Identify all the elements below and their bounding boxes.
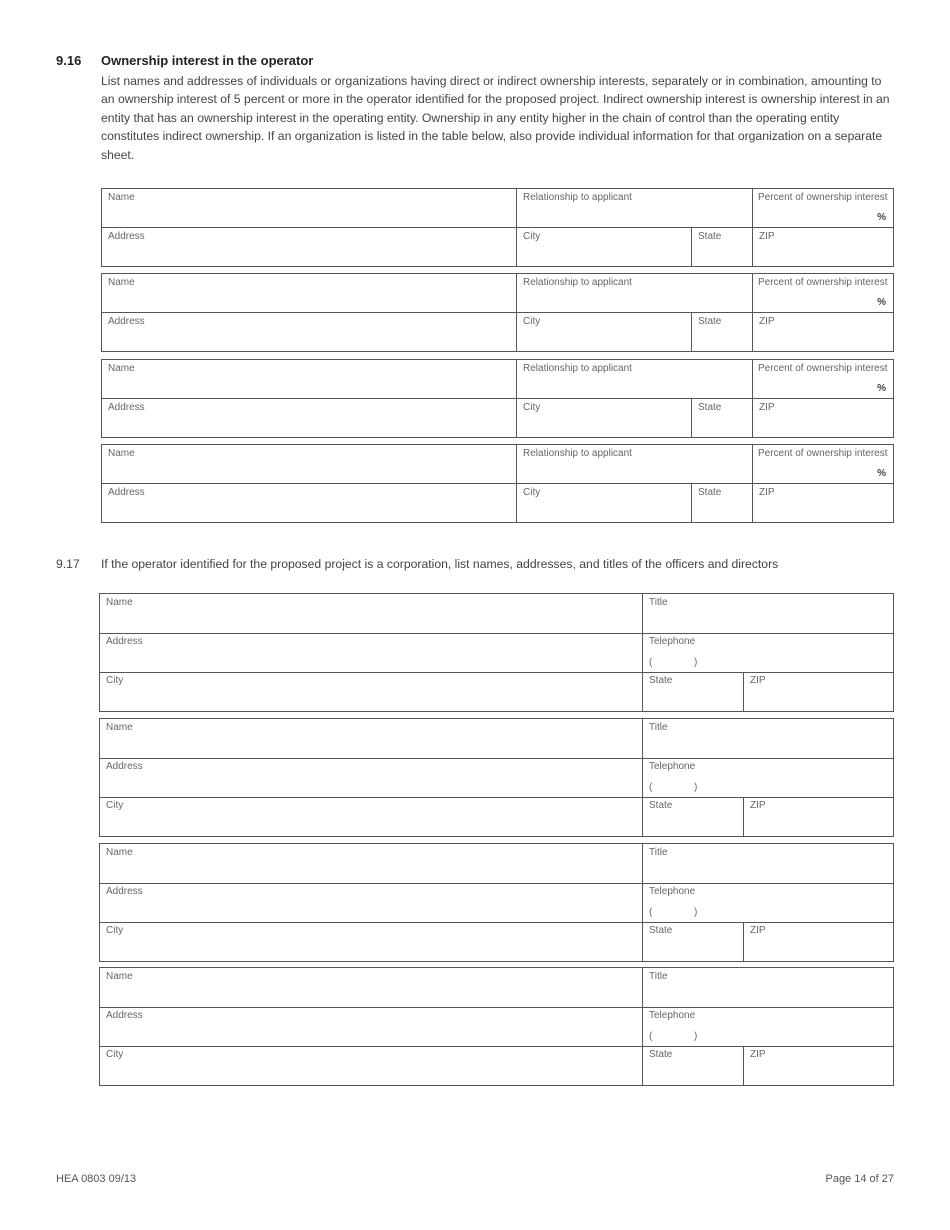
owner-name-field[interactable]: [102, 360, 516, 398]
owner-name-field[interactable]: [102, 445, 516, 483]
ownership-entry: [101, 444, 894, 523]
city-label: City: [523, 316, 541, 327]
name-label: Name: [108, 363, 135, 374]
officer-entry: [99, 967, 894, 1086]
name-label: Name: [106, 847, 133, 858]
relationship-label: Relationship to applicant: [523, 448, 632, 459]
name-label: Name: [106, 597, 133, 608]
city-label: City: [106, 925, 124, 936]
area-code-close-paren: ): [694, 782, 698, 793]
officer-zip-field[interactable]: [744, 1047, 894, 1086]
percent-sign: %: [877, 212, 886, 223]
ownership-entry: [101, 359, 894, 438]
city-label: City: [523, 231, 541, 242]
owner-city-field[interactable]: [517, 484, 691, 523]
percent-label: Percent of ownership interest: [758, 448, 888, 459]
state-label: State: [649, 800, 673, 811]
officer-name-field[interactable]: [100, 594, 642, 633]
telephone-label: Telephone: [649, 636, 696, 647]
name-label: Name: [108, 277, 135, 288]
owner-address-field[interactable]: [102, 228, 516, 267]
zip-label: ZIP: [750, 675, 766, 686]
section-9-16-instructions: List names and addresses of individuals or organizations having direct or indirect ownership interests, separately or in combination, amounting to an ownership interest of 5 percent or more in the operator identified for the proposed project. Indirect ownership interest is ownership interest in an entity that has an ownership interest in the operating entity. Ownership in any entity higher in the chain of control than the operating entity constitutes indirect ownership. If an organization is listed in the table below, also provide individual information for that organization on a separate sheet.: [101, 74, 890, 162]
officer-city-field[interactable]: [100, 673, 642, 712]
owner-city-field[interactable]: [517, 399, 691, 438]
owner-name-field[interactable]: [102, 274, 516, 312]
city-label: City: [106, 675, 124, 686]
section-number: 9.17: [56, 557, 80, 571]
title-label: Title: [649, 722, 668, 733]
owner-name-field[interactable]: [102, 189, 516, 227]
area-code-open-paren: (: [649, 657, 653, 668]
state-label: State: [649, 1049, 673, 1060]
title-label: Title: [649, 847, 668, 858]
officer-city-field[interactable]: [100, 923, 642, 962]
officer-name-field[interactable]: [100, 844, 642, 883]
officer-address-field[interactable]: [100, 634, 642, 672]
area-code-close-paren: ): [694, 657, 698, 668]
officer-zip-field[interactable]: [744, 798, 894, 837]
officer-title-field[interactable]: [643, 968, 894, 1007]
officer-city-field[interactable]: [100, 798, 642, 837]
section-number: 9.16: [56, 53, 82, 68]
officer-address-field[interactable]: [100, 759, 642, 797]
owner-address-field[interactable]: [102, 399, 516, 438]
state-label: State: [698, 487, 722, 498]
city-label: City: [523, 487, 541, 498]
title-label: Title: [649, 971, 668, 982]
zip-label: ZIP: [750, 1049, 766, 1060]
state-label: State: [698, 231, 722, 242]
area-code-open-paren: (: [649, 782, 653, 793]
officer-title-field[interactable]: [643, 594, 894, 633]
address-label: Address: [106, 761, 143, 772]
officer-title-field[interactable]: [643, 719, 894, 758]
officer-zip-field[interactable]: [744, 673, 894, 712]
section-title: Ownership interest in the operator: [101, 53, 314, 68]
address-label: Address: [108, 316, 145, 327]
area-code-open-paren: (: [649, 907, 653, 918]
relationship-label: Relationship to applicant: [523, 277, 632, 288]
state-label: State: [649, 675, 673, 686]
state-label: State: [649, 925, 673, 936]
zip-label: ZIP: [759, 316, 775, 327]
address-label: Address: [108, 402, 145, 413]
state-label: State: [698, 402, 722, 413]
officer-name-field[interactable]: [100, 968, 642, 1007]
name-label: Name: [106, 722, 133, 733]
name-label: Name: [108, 192, 135, 203]
zip-label: ZIP: [750, 925, 766, 936]
officer-address-field[interactable]: [100, 884, 642, 922]
officer-entry: [99, 843, 894, 962]
officer-name-field[interactable]: [100, 719, 642, 758]
name-label: Name: [106, 971, 133, 982]
address-label: Address: [108, 487, 145, 498]
address-label: Address: [106, 886, 143, 897]
zip-label: ZIP: [759, 487, 775, 498]
officer-entry: [99, 718, 894, 837]
telephone-label: Telephone: [649, 1010, 696, 1021]
telephone-label: Telephone: [649, 886, 696, 897]
percent-label: Percent of ownership interest: [758, 363, 888, 374]
percent-sign: %: [877, 297, 886, 308]
percent-sign: %: [877, 468, 886, 479]
owner-city-field[interactable]: [517, 313, 691, 352]
area-code-open-paren: (: [649, 1031, 653, 1042]
area-code-close-paren: ): [694, 907, 698, 918]
percent-sign: %: [877, 383, 886, 394]
ownership-entry: [101, 273, 894, 352]
officer-title-field[interactable]: [643, 844, 894, 883]
telephone-label: Telephone: [649, 761, 696, 772]
zip-label: ZIP: [750, 800, 766, 811]
owner-address-field[interactable]: [102, 484, 516, 523]
city-label: City: [106, 1049, 124, 1060]
form-id: HEA 0803 09/13: [56, 1173, 137, 1185]
page-number: Page 14 of 27: [825, 1173, 894, 1185]
owner-address-field[interactable]: [102, 313, 516, 352]
area-code-close-paren: ): [694, 1031, 698, 1042]
title-label: Title: [649, 597, 668, 608]
address-label: Address: [106, 1010, 143, 1021]
city-label: City: [523, 402, 541, 413]
relationship-label: Relationship to applicant: [523, 363, 632, 374]
officer-entry: [99, 593, 894, 712]
address-label: Address: [108, 231, 145, 242]
section-instructions: If the operator identified for the proposed project is a corporation, list names, addresses, and titles of the officers and directors: [101, 557, 779, 571]
ownership-entry: [101, 188, 894, 267]
name-label: Name: [108, 448, 135, 459]
address-label: Address: [106, 636, 143, 647]
officer-zip-field[interactable]: [744, 923, 894, 962]
percent-label: Percent of ownership interest: [758, 277, 888, 288]
city-label: City: [106, 800, 124, 811]
relationship-label: Relationship to applicant: [523, 192, 632, 203]
percent-label: Percent of ownership interest: [758, 192, 888, 203]
officer-city-field[interactable]: [100, 1047, 642, 1086]
zip-label: ZIP: [759, 402, 775, 413]
zip-label: ZIP: [759, 231, 775, 242]
officer-address-field[interactable]: [100, 1008, 642, 1046]
owner-city-field[interactable]: [517, 228, 691, 267]
state-label: State: [698, 316, 722, 327]
